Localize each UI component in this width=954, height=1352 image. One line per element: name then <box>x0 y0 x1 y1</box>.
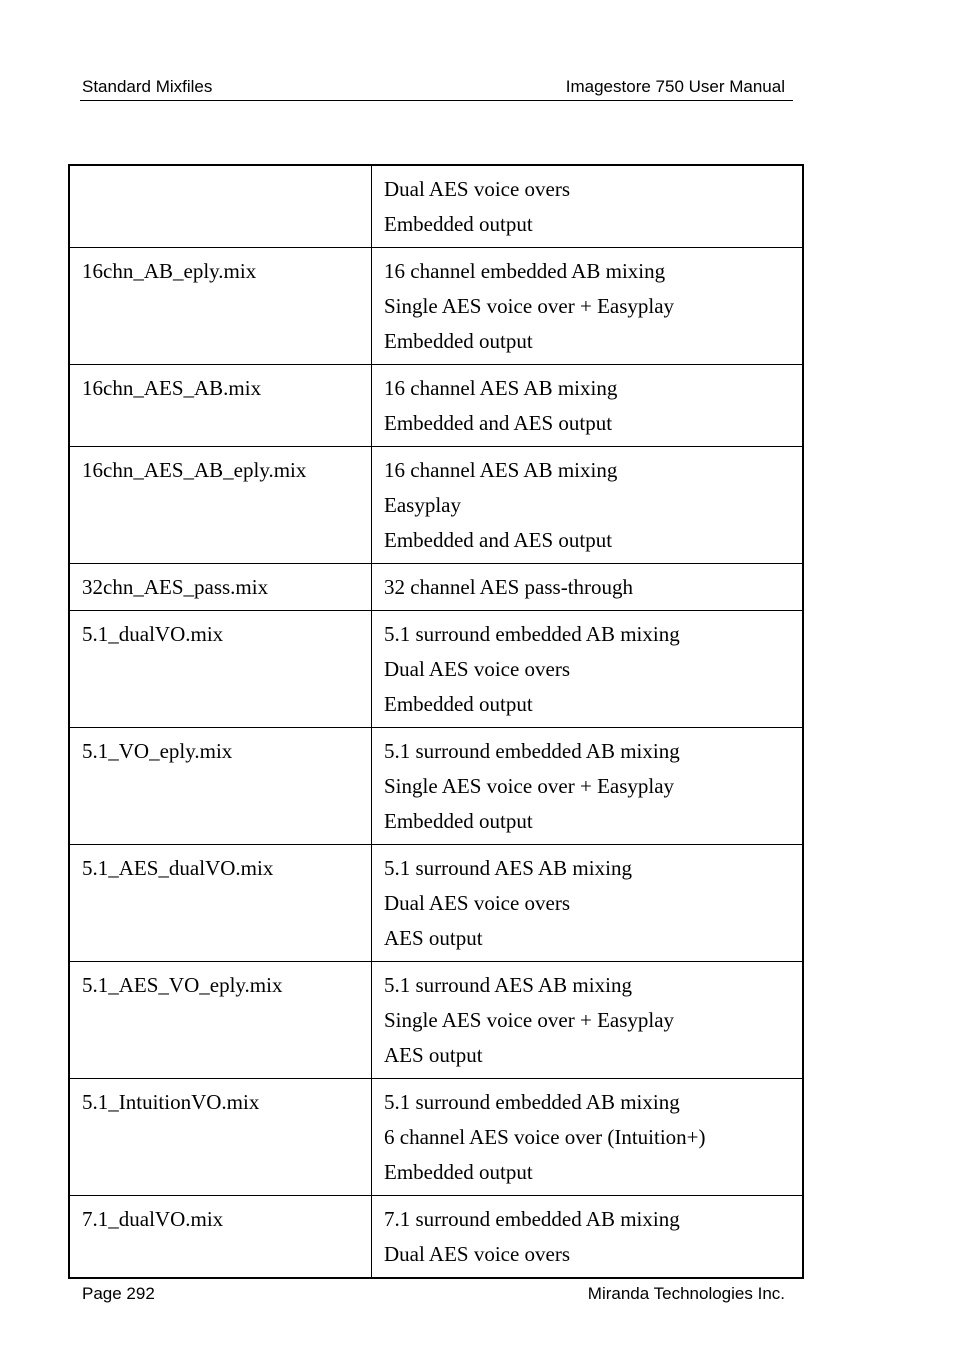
mixfile-description-cell <box>372 962 804 1079</box>
mixfile-description-line: Embedded output <box>384 329 533 353</box>
mixfile-name-cell <box>69 611 372 728</box>
mixfile-description-line: 5.1 surround embedded AB mixing <box>384 739 680 763</box>
mixfile-name: 32chn_AES_pass.mix <box>82 575 269 599</box>
mixfile-description-line: Dual AES voice overs <box>384 891 571 915</box>
mixfile-description-line: 5.1 surround embedded AB mixing <box>384 622 680 646</box>
mixfile-name-cell <box>69 248 372 365</box>
mixfile-description-line: 16 channel embedded AB mixing <box>384 259 666 283</box>
mixfile-description-line: Embedded output <box>384 212 533 236</box>
page-header <box>80 76 793 101</box>
table-row <box>69 564 803 611</box>
mixfile-description-line: 7.1 surround embedded AB mixing <box>384 1207 680 1231</box>
table-row <box>69 1079 803 1196</box>
mixfile-description-line: Dual AES voice overs <box>384 1242 571 1266</box>
mixfile-name-cell <box>69 447 372 564</box>
table-row <box>69 1196 803 1279</box>
mixfile-name-cell <box>69 165 372 248</box>
mixfile-name: 5.1_AES_dualVO.mix <box>82 856 274 880</box>
header-manual-title: Imagestore 750 User Manual <box>565 77 785 96</box>
table-row <box>69 728 803 845</box>
page-footer <box>80 1278 793 1309</box>
mixfile-name: 5.1_VO_eply.mix <box>82 739 233 763</box>
mixfile-description-line: Embedded output <box>384 692 533 716</box>
mixfile-table-body <box>69 165 803 1278</box>
mixfile-description-cell <box>372 447 804 564</box>
mixfile-name: 16chn_AES_AB.mix <box>82 376 262 400</box>
mixfile-name: 7.1_dualVO.mix <box>82 1207 224 1231</box>
mixfile-description-cell <box>372 1196 804 1279</box>
mixfile-description-line: Dual AES voice overs <box>384 657 571 681</box>
mixfile-description-cell <box>372 611 804 728</box>
mixfile-name: 16chn_AB_eply.mix <box>82 259 257 283</box>
mixfile-description-line: 5.1 surround AES AB mixing <box>384 856 632 880</box>
mixfile-description-line: Single AES voice over + Easyplay <box>384 774 675 798</box>
mixfile-description-line: Embedded output <box>384 1160 533 1184</box>
mixfile-description-line: 32 channel AES pass-through <box>384 575 634 599</box>
mixfile-description-cell <box>372 1079 804 1196</box>
mixfile-name: 5.1_dualVO.mix <box>82 622 224 646</box>
table-row <box>69 447 803 564</box>
mixfile-name-cell <box>69 365 372 447</box>
mixfile-description-line: 6 channel AES voice over (Intuition+) <box>384 1125 706 1149</box>
mixfile-description-line: Dual AES voice overs <box>384 177 571 201</box>
mixfile-description-cell <box>372 564 804 611</box>
mixfile-name <box>82 172 359 207</box>
mixfile-table <box>68 164 804 1279</box>
mixfile-description-line: AES output <box>384 926 483 950</box>
mixfile-description-line: Embedded and AES output <box>384 411 613 435</box>
mixfile-description-cell <box>372 845 804 962</box>
mixfile-name-cell <box>69 1196 372 1279</box>
mixfile-description-line: 5.1 surround AES AB mixing <box>384 973 632 997</box>
mixfile-name-cell <box>69 564 372 611</box>
mixfile-description-line: AES output <box>384 1043 483 1067</box>
mixfile-description-line: 16 channel AES AB mixing <box>384 376 618 400</box>
page-number: Page 292 <box>82 1284 155 1303</box>
mixfile-description-line: 16 channel AES AB mixing <box>384 458 618 482</box>
mixfile-description-line: Embedded and AES output <box>384 528 613 552</box>
table-row <box>69 611 803 728</box>
mixfile-name-cell <box>69 845 372 962</box>
mixfile-description-line: Easyplay <box>384 493 461 517</box>
table-row <box>69 165 803 248</box>
mixfile-description-cell <box>372 248 804 365</box>
company-name: Miranda Technologies Inc. <box>587 1284 785 1303</box>
header-section-title: Standard Mixfiles <box>82 77 213 96</box>
mixfile-name: 16chn_AES_AB_eply.mix <box>82 458 307 482</box>
mixfile-description-line: Embedded output <box>384 809 533 833</box>
table-row <box>69 962 803 1079</box>
mixfile-description-line: Single AES voice over + Easyplay <box>384 1008 675 1032</box>
table-row <box>69 845 803 962</box>
table-row <box>69 365 803 447</box>
table-row <box>69 248 803 365</box>
mixfile-description-line: Single AES voice over + Easyplay <box>384 294 675 318</box>
mixfile-name-cell <box>69 1079 372 1196</box>
mixfile-description-line: 5.1 surround embedded AB mixing <box>384 1090 680 1114</box>
mixfile-name-cell <box>69 728 372 845</box>
mixfile-name: 5.1_IntuitionVO.mix <box>82 1090 260 1114</box>
mixfile-description-cell <box>372 365 804 447</box>
mixfile-name: 5.1_AES_VO_eply.mix <box>82 973 283 997</box>
mixfile-description-cell <box>372 728 804 845</box>
mixfile-description-cell <box>372 165 804 248</box>
mixfile-name-cell <box>69 962 372 1079</box>
